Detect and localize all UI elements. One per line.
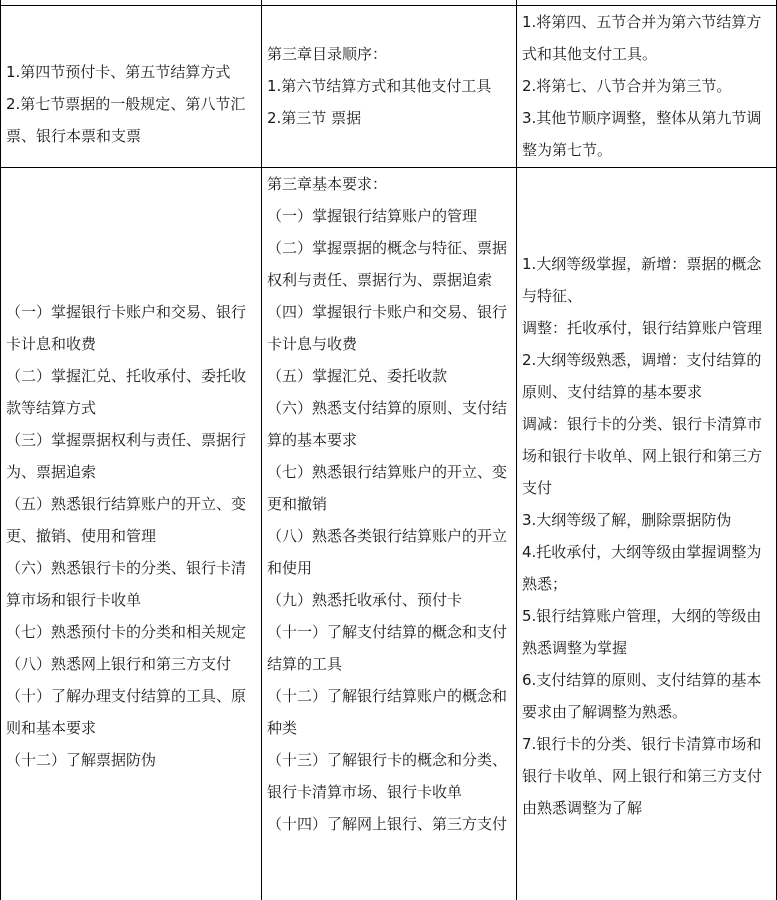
row1-col1-line: 1.第四节预付卡、第五节结算方式 [6,63,231,81]
row2-col1-line: （一）掌握银行卡账户和交易、银行卡计息和收费 [6,303,247,353]
row2-col2-line: （十三）了解银行卡的概念和分类、银行卡清算市场、银行卡收单 [267,751,508,801]
row2-col1-line: （七）熟悉预付卡的分类和相关规定 [6,623,247,641]
row1-col3-line: 3.其他节顺序调整，整体从第九节调整为第七节。 [522,109,762,159]
row2-col3-line: 3.大纲等级了解，删除票据防伪 [522,511,732,529]
row2-col1-line: （二）掌握汇兑、托收承付、委托收款等结算方式 [6,367,247,417]
row2-col3-line: 调减：银行卡的分类、银行卡清算市场和银行卡收单、网上银行和第三方支付 [522,415,763,497]
row2-col3-line: 5.银行结算账户管理，大纲的等级由熟悉调整为掌握 [522,607,762,657]
row2-col2-line: （六）熟悉支付结算的原则、支付结算的基本要求 [267,399,508,449]
row2-col2-line: （五）掌握汇兑、委托收款 [267,367,448,385]
row1-col1-line: 2.第七节票据的一般规定、第八节汇票、银行本票和支票 [6,95,246,145]
row1-col3-cell [517,6,776,166]
row2-col2-line: （八）熟悉各类银行结算账户的开立和使用 [267,527,508,577]
row2-col2-line: （十一）了解支付结算的概念和支付结算的工具 [267,623,508,673]
row2-col1-line: （三）掌握票据权利与责任、票据行为、票据追索 [6,431,247,481]
row2-col2-line: 第三章基本要求： [267,175,388,193]
row2-col3-line: 2.大纲等级熟悉，调增：支付结算的原则、支付结算的基本要求 [522,351,762,401]
row2-col2-line: （二）掌握票据的概念与特征、票据权利与责任、票据行为、票据追索 [267,239,508,289]
row1-col2-line: 2.第三节 票据 [267,109,362,127]
row2-col2-line: （四）掌握银行卡账户和交易、银行卡计息与收费 [267,303,508,353]
row1-col2-cell [262,38,516,134]
row2-col1-line: （十）了解办理支付结算的工具、原则和基本要求 [6,687,247,737]
row2-col3-cell [517,248,776,824]
row1-col1-cell [1,56,261,152]
row2-col1-cell [1,296,261,776]
row2-col2-line: （十四）了解网上银行、第三方支付 [267,815,508,833]
row1-col2-line: 1.第六节结算方式和其他支付工具 [267,77,492,95]
row2-col1-line: （八）熟悉网上银行和第三方支付 [6,655,232,673]
row2-col1-line: （五）熟悉银行结算账户的开立、变更、撤销、使用和管理 [6,495,247,545]
row1-col3-line: 1.将第四、五节合并为第六节结算方式和其他支付工具。 [522,13,762,63]
row1-col2-line: 第三章目录顺序： [267,45,388,63]
row2-col1-line: （六）熟悉银行卡的分类、银行卡清算市场和银行卡收单 [6,559,247,609]
row2-col3-line: 7.银行卡的分类、银行卡清算市场和银行卡收单、网上银行和第三方支付由熟悉调整为了解 [522,735,763,817]
row2-col3-line: 6.支付结算的原则、支付结算的基本要求由了解调整为熟悉。 [522,671,762,721]
row2-col1-line: （十二）了解票据防伪 [6,751,157,769]
row2-col3-line: 1.大纲等级掌握，新增：票据的概念与特征、 [522,255,762,305]
row2-col2-line: （十二）了解银行结算账户的概念和种类 [267,687,508,737]
row2-col2-line: （七）熟悉银行结算账户的开立、变更和撤销 [267,463,508,513]
row2-col3-line: 调整：托收承付，银行结算账户管理 [522,319,763,337]
row2-col3-line: 4.托收承付，大纲等级由掌握调整为熟悉； [522,543,762,593]
row1-col3-line: 2.将第七、八节合并为第三节。 [522,77,732,95]
row2-col2-line: （九）熟悉托收承付、预付卡 [267,591,463,609]
row2-col2-line: （一）掌握银行结算账户的管理 [267,207,478,225]
row2-col2-cell [262,168,516,840]
